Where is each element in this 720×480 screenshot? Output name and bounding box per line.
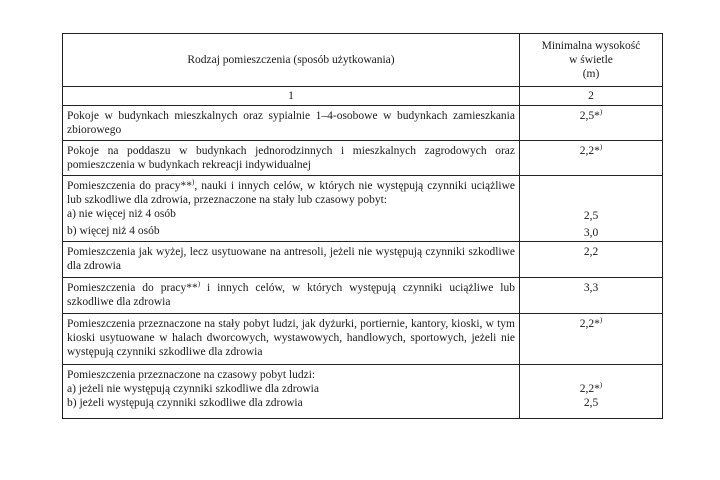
row-description: Pokoje na poddaszu w budynkach jednorodzinnych i mieszkalnych zagrodowych oraz pomieszczenia w budynkach rekreacji indywidualnej: [63, 141, 520, 176]
table-row: [63, 141, 663, 176]
row-value: 2,2*): [520, 314, 663, 365]
table-row: [63, 314, 663, 365]
row-description: Pomieszczenia jak wyżej, lecz usytuowane na antresoli, jeżeli nie występują czynniki szkodliwe dla zdrowia: [63, 242, 520, 278]
column-number-row: [63, 87, 663, 106]
header-room-type: Rodzaj pomieszczenia (sposób użytkowania): [63, 34, 520, 87]
header-min-height: [520, 34, 663, 87]
row-value-a: 2,5: [583, 210, 599, 222]
column-number-1: 1: [63, 87, 520, 106]
header-row: [63, 34, 663, 87]
row-description: Pomieszczenia przeznaczone na czasowy pobyt ludzi: a) jeżeli nie występują czynniki szkodliwe dla zdrowia b) jeżeli występują czynniki szkodliwe dla zdrowia: [63, 365, 520, 419]
header-min-height-line1: Minimalna wysokość: [541, 40, 641, 52]
row-description: Pokoje w budynkach mieszkalnych oraz sypialnie 1–4-osobowe w budynkach zamieszkania zbiorowego: [63, 106, 520, 141]
row-description: Pomieszczenia przeznaczone na stały pobyt ludzi, jak dyżurki, portiernie, kantory, kioski, w tym kioski usytuowane w halach dworcowych, wystawowych, handlowych, sportowych, jeżeli nie występują czynniki szkodliwe dla zdrowia: [63, 314, 520, 365]
row-value: 2,2: [520, 242, 663, 278]
column-number-2: 2: [520, 87, 663, 106]
header-min-height-line3: (m): [582, 68, 600, 80]
row-subitem-b: b) więcej niż 4 osób: [67, 225, 160, 237]
row-value: 2,2*): [520, 141, 663, 176]
row-value-b: 3,0: [583, 227, 599, 239]
header-min-height-line2: w świetle: [569, 54, 613, 66]
table-row: [63, 365, 663, 419]
row-value: [520, 176, 663, 242]
row-subitem-a: a) nie więcej niż 4 osób: [67, 208, 176, 220]
table-row: [63, 278, 663, 314]
row-subitem-b: b) jeżeli występują czynniki szkodliwe dla zdrowia: [67, 397, 303, 409]
row-value: [520, 365, 663, 419]
row-description: Pomieszczenia do pracy**) i innych celów, w których występują czynniki uciążliwe lub szkodliwe dla zdrowia: [63, 278, 520, 314]
row-value-a: 2,2*): [579, 381, 603, 395]
table-row: [63, 106, 663, 141]
row-description: Pomieszczenia do pracy**), nauki i innych celów, w których nie występują czynniki uciążliwe lub szkodliwe dla zdrowia, przeznaczone na stały lub czasowy pobyt: a) nie więcej niż 4 osób b) więcej niż 4 osób: [63, 176, 520, 242]
height-requirements-table: [62, 33, 663, 419]
table-row: [63, 176, 663, 242]
row-subitem-a: a) jeżeli nie występują czynniki szkodliwe dla zdrowia: [67, 383, 319, 395]
row-value-b: 2,5: [583, 397, 599, 409]
row-value: 3,3: [520, 278, 663, 314]
row-value: 2,5*): [520, 106, 663, 141]
table-row: [63, 242, 663, 278]
